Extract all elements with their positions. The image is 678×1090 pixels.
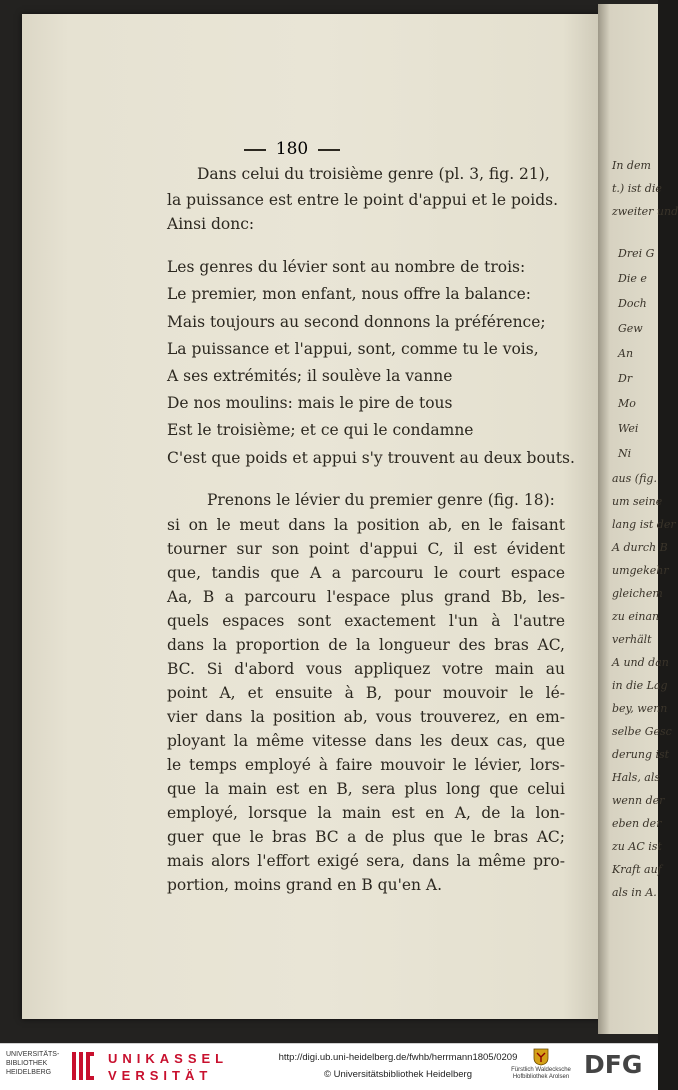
fragment: verhält: [612, 633, 652, 646]
header-dash-left: [244, 149, 266, 151]
fragment: als in A.: [612, 886, 657, 899]
fragment: Hals, als: [612, 771, 661, 784]
permalink-url[interactable]: http://digi.ub.uni-heidelberg.de/fwhb/herrmann1805/0209: [278, 1052, 518, 1063]
fragment: bey, wenn: [612, 702, 668, 715]
verse-line: Le premier, mon enfant, nous offre la balance:: [167, 285, 532, 303]
text-line: ployant la même vitesse dans les deux cas, que: [167, 732, 565, 750]
kassel-university-logo[interactable]: [108, 1050, 228, 1084]
text-line: que, tandis que A a parcouru le court espace: [167, 564, 565, 582]
text-line: vier dans la position ab, vous trouverez, en em-: [167, 708, 565, 726]
verse-line: A ses extrémités; il soulève la vanne: [167, 367, 453, 385]
fragment: selbe Gesc: [612, 725, 672, 738]
dfg-logo[interactable]: DFG: [584, 1050, 643, 1079]
fragment: gleichem: [612, 587, 663, 600]
verse-line: C'est que poids et appui s'y trouvent au deux bouts.: [167, 449, 575, 467]
kassel-line-bottom: VERSITÄT: [108, 1068, 213, 1083]
text-line: guer que le bras BC a de plus que le bras AC;: [167, 828, 565, 846]
fragment: Mo: [618, 397, 636, 410]
fragment: wenn der: [612, 794, 665, 807]
verse-line: Est le troisième; et ce qui le condamne: [167, 421, 474, 439]
text-line: si on le meut dans la position ab, en le faisant: [167, 516, 565, 534]
text-line: Prenons le lévier du premier genre (fig. 18):: [207, 491, 555, 509]
book-page-right: [598, 4, 678, 1034]
header-dash-right: [318, 149, 340, 151]
logo-line: BIBLIOTHEK: [6, 1060, 48, 1067]
text-line: quels espaces sont exactement l'un à l'autre: [167, 612, 565, 630]
fragment: Drei G: [618, 247, 655, 260]
page-number: 180: [275, 139, 309, 159]
text-line: que la main est en B, sera plus long que celui: [167, 780, 565, 798]
verse-line: Mais toujours au second donnons la préférence;: [167, 313, 546, 331]
fragment: Doch: [618, 297, 647, 310]
verse-line: La puissance et l'appui, sont, comme tu le vois,: [167, 340, 539, 358]
arolsen-library-label: [505, 1067, 577, 1081]
text-line: dans la proportion de la longueur des bras AC,: [167, 636, 565, 654]
fragment: zu AC ist: [612, 840, 662, 853]
kassel-logo-icon: [70, 1050, 96, 1082]
text-line: le temps employé à faire mouvoir le lévier, lors-: [167, 756, 565, 774]
arolsen-crest-icon: [533, 1048, 549, 1066]
kassel-line-top: UNIKASSEL: [108, 1051, 229, 1066]
text-line: portion, moins grand en B qu'en A.: [167, 876, 443, 894]
fragment: aus (fig.: [612, 472, 657, 485]
fragment: Dr: [618, 372, 633, 385]
arolsen-line: Fürstlich Waldecksche: [511, 1067, 571, 1073]
text-line: Ainsi donc:: [167, 215, 255, 233]
fragment: zu einan: [612, 610, 660, 623]
text-line: point A, et ensuite à B, pour mouvoir le lé-: [167, 684, 565, 702]
fragment: derung ist: [612, 748, 670, 761]
heidelberg-library-logo[interactable]: [6, 1050, 66, 1077]
text-line: BC. Si d'abord vous appliquez votre main au: [167, 660, 565, 678]
fragment: Gew: [618, 322, 643, 335]
logo-line: HEIDELBERG: [6, 1069, 52, 1076]
fragment: In dem: [612, 159, 651, 172]
text-line: employé, lorsque la main est en A, de la lon-: [167, 804, 565, 822]
fragment: Ni: [618, 447, 632, 460]
viewer-footer: [0, 1043, 658, 1090]
fragment: A und dan: [612, 656, 669, 669]
verse-line: Les genres du lévier sont au nombre de trois:: [167, 258, 526, 276]
text-line: Aa, B a parcouru l'espace plus grand Bb, les-: [167, 588, 565, 606]
text-line: mais alors l'effort exigé sera, dans la même pro-: [167, 852, 565, 870]
fragment: Die e: [618, 272, 647, 285]
arolsen-line: Hofbibliothek Arolsen: [512, 1074, 570, 1080]
fragment: Wei: [618, 422, 639, 435]
fragment: t.) ist die: [612, 182, 662, 195]
fragment: A durch B: [612, 541, 668, 554]
fragment: eben der: [612, 817, 662, 830]
text-line: la puissance est entre le point d'appui et le poids.: [167, 191, 559, 209]
fragment: in die Lag: [612, 679, 668, 692]
fragment: um seine: [612, 495, 663, 508]
logo-line: UNIVERSITÄTS-: [6, 1051, 60, 1058]
text-line: tourner sur son point d'appui C, il est évident: [167, 540, 565, 558]
book-page-left: [22, 14, 610, 1019]
page-header: [142, 139, 442, 159]
verse-line: De nos moulins: mais le pire de tous: [167, 394, 453, 412]
fragment: An: [618, 347, 634, 360]
fragment: lang ist der: [612, 518, 676, 531]
fragment: umgekehr: [612, 564, 669, 577]
text-line: Dans celui du troisième genre (pl. 3, fig. 21),: [197, 165, 550, 183]
copyright-notice: © Universitätsbibliothek Heidelberg: [324, 1069, 472, 1080]
fragment: zweiter und: [612, 205, 678, 218]
fragment: Kraft auf: [612, 863, 662, 876]
